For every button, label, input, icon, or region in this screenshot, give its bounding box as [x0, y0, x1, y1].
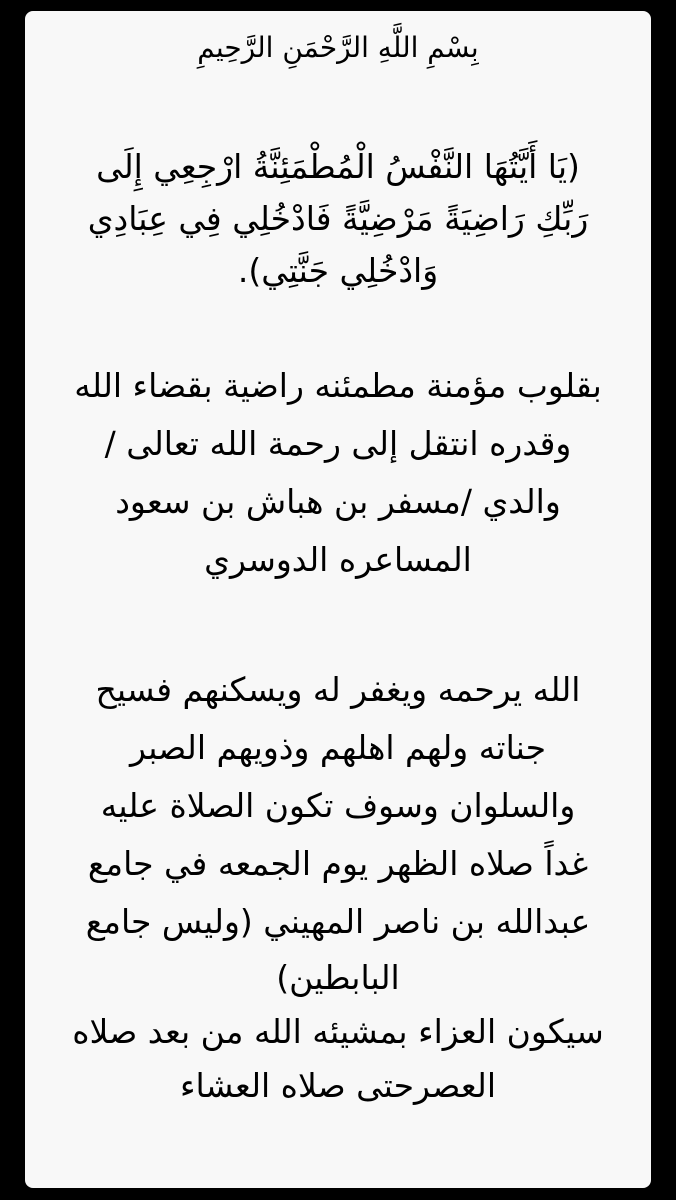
prayer-line: العصرحتى صلاه العشاء — [180, 1066, 496, 1105]
note-card — [25, 11, 651, 1188]
spacer — [47, 77, 629, 141]
prayer-line: عبدالله بن ناصر المهيني (وليس جامع — [85, 902, 591, 941]
death-announcement — [47, 357, 629, 589]
basmala: بِسْمِ اللَّهِ الرَّحْمَنِ الرَّحِيمِ — [197, 31, 479, 64]
quran-verse — [47, 141, 629, 297]
prayer-line: غداً صلاه الظهر يوم الجمعه في جامع — [87, 844, 589, 883]
verse-line: رَبِّكِ رَاضِيَةً مَرْضِيَّةً فَادْخُلِي فِي عِبَادِي — [87, 199, 589, 238]
prayer-line: جناته ولهم اهلهم وذويهم الصبر — [129, 728, 546, 767]
verse-line: (يَا أَيَّتُهَا النَّفْسُ الْمُطْمَئِنَّةُ ارْجِعِي إِلَى — [96, 147, 580, 186]
prayer-line: والسلوان وسوف تكون الصلاة عليه — [100, 786, 576, 825]
announcement-line: والدي /مسفر بن هباش بن سعود — [115, 482, 561, 521]
announcement-line: وقدره انتقل إلى رحمة الله تعالى / — [104, 424, 572, 463]
announcement-line: بقلوب مؤمنة مطمئنه راضية بقضاء الله — [74, 366, 602, 405]
announcement-line: المساعره الدوسري — [204, 540, 472, 579]
verse-line: وَادْخُلِي جَنَّتِي). — [237, 251, 439, 290]
prayer-line: سيكون العزاء بمشيئه الله من بعد صلاه — [72, 1012, 604, 1051]
prayer-and-funeral-details — [47, 661, 629, 1113]
prayer-line: الله يرحمه ويغفر له ويسكنهم فسيح — [95, 670, 581, 709]
spacer — [47, 589, 629, 661]
spacer — [47, 297, 629, 357]
prayer-line: البابطين) — [276, 958, 400, 997]
